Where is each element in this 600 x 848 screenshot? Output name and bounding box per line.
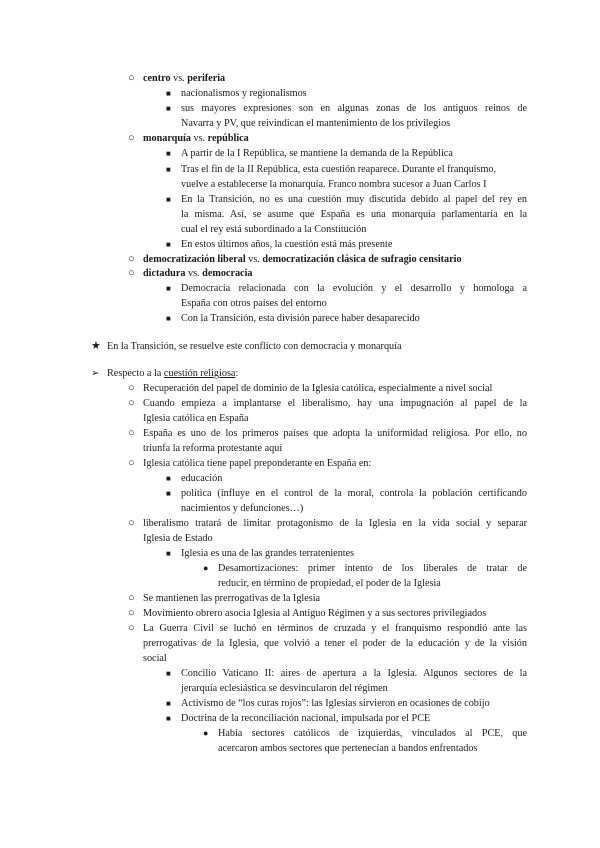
underlined-term: cuestión religiosa [163,368,236,379]
text-run: Recuperación del papel de dominio de la Iglesia católica, especialmente a nivel social [143,383,493,394]
square-bullet-icon: ■ [166,89,171,98]
circle-bullet-icon: ○ [128,622,135,634]
text-run: Iglesia de Estado [143,533,213,544]
text-run: A partir de la I República, se mantiene la demanda de la República [181,148,453,159]
outline-item [181,281,527,296]
circle-bullet-icon: ○ [128,517,135,529]
text-run: cual el rey está subordinado a la Constitución [181,224,367,235]
text-run: Movimiento obrero asocia Iglesia al Antiguo Régimen y a sus sectores privilegiados [143,608,487,619]
outline-item [181,681,388,696]
square-bullet-icon: ■ [166,165,171,174]
outline-item [181,116,450,131]
outline-item [181,237,392,252]
outline-item [143,651,167,666]
outline-item [181,101,527,116]
outline-item [181,146,453,161]
text-run: Iglesia católica en España [143,413,249,424]
circle-bullet-icon: ○ [128,132,135,144]
circle-bullet-icon: ○ [128,427,135,439]
text-run: España es uno de los primeros países que adopta la uniformidad religiosa. Por ello, no [143,428,527,439]
circle-bullet-icon: ○ [128,397,135,409]
outline-item [143,621,527,636]
outline-item [107,339,402,354]
text-run: Concilio Vaticano II: aires de apertura a la Iglesia. Algunos sectores de la [181,668,527,679]
text-run: Desamortizaciones: primer intento de los liberales de tratar de [218,563,527,574]
outline-item [181,311,420,326]
outline-item [218,726,527,741]
square-bullet-icon: ■ [166,489,171,498]
text-run: Democracia relacionada con la evolución y el desarrollo y homologa a [181,283,527,294]
bold-term: democratización liberal [143,254,246,265]
text-run: educación [181,473,223,484]
outline-item [143,531,213,546]
outline-item [181,501,303,516]
outline-item [181,711,430,726]
circle-bullet-icon: ○ [128,267,135,279]
text-run: nacimientos y defunciones…) [181,503,304,514]
outline-item [143,516,527,531]
text-run: Doctrina de la reconciliación nacional, impulsada por el PCE [181,713,431,724]
outline-item [143,636,527,651]
outline-item [218,576,441,591]
outline-item [181,222,366,237]
dot-bullet-icon: ● [203,563,209,573]
outline-item [218,561,527,576]
text-run: vs. [185,268,203,279]
square-bullet-icon: ■ [166,549,171,558]
square-bullet-icon: ■ [166,240,171,249]
outline-item [143,411,249,426]
outline-item [143,456,371,471]
text-run: Iglesia católica tiene papel preponderante en España en: [143,458,372,469]
outline-item [181,207,527,222]
text-run: Con la Transición, esta división parece haber desaparecido [181,313,420,324]
square-bullet-icon: ■ [166,149,171,158]
outline-item [143,266,253,281]
circle-bullet-icon: ○ [128,592,135,604]
circle-bullet-icon: ○ [128,382,135,394]
outline-item [143,396,527,411]
square-bullet-icon: ■ [166,699,171,708]
outline-item [181,192,527,207]
outline-item [181,666,527,681]
text-run: Había sectores católicos de izquierdas, vinculados al PCE, que [218,728,527,739]
outline-item [181,546,354,561]
star-bullet-icon: ★ [91,340,101,352]
outline-item [143,381,492,396]
square-bullet-icon: ■ [166,669,171,678]
text-run: Respecto a la [107,368,164,379]
outline-item [143,441,282,456]
circle-bullet-icon: ○ [128,607,135,619]
circle-bullet-icon: ○ [128,253,135,265]
bold-term: democracia [202,268,253,279]
text-run: Tras el fin de la II República, esta cuestión reaparece. Durante el franquismo, [181,164,497,175]
text-run: vuelve a establecerse la monarquía. Franco nombra sucesor a Juan Carlos I [181,179,487,190]
outline-item [181,296,327,311]
text-run: Se mantienen las prerrogativas de la Iglesia [143,593,321,604]
circle-bullet-icon: ○ [128,457,135,469]
outline-item [143,606,486,621]
text-run: Navarra y PV, que reivindican el mantenimiento de los privilegios [181,118,451,129]
outline-item [181,162,496,177]
text-run: vs. [245,254,263,265]
text-run: vs. [170,73,188,84]
text-run: Iglesia es una de las grandes terratenientes [181,548,355,559]
outline-item [143,131,249,146]
bold-term: democratización clásica de sufragio censitario [262,254,462,265]
outline-item [181,86,307,101]
text-run: En la Transición, se resuelve este conflicto con democracia y monarquía [107,341,402,352]
outline-item [181,486,527,501]
text-run: En estos últimos años, la cuestión está más presente [181,239,393,250]
bold-term: república [207,133,249,144]
text-run: prerrogativas de la Iglesia, que volvió a tener el poder de la educación y de la visión [143,638,527,649]
arrow-bullet-icon: ➢ [91,368,100,379]
text-run: liberalismo tratará de limitar protagonismo de la Iglesia en la vida social y separar [143,518,527,529]
text-run: social [143,653,167,664]
outline-item [143,426,527,441]
bold-term: dictadura [143,268,186,279]
text-run: jerarquía eclesiástica se desvincularon del régimen [181,683,388,694]
square-bullet-icon: ■ [166,474,171,483]
dot-bullet-icon: ● [203,728,209,738]
text-run: La Guerra Civil se luchó en términos de cruzada y el franquismo respondió ante las [143,623,527,634]
outline-item [181,177,487,192]
text-run: triunfa la reforma protestante aquí [143,443,283,454]
square-bullet-icon: ■ [166,714,171,723]
text-run: reducir, en término de propiedad, el poder de la Iglesia [218,578,441,589]
bold-term: centro [143,73,171,84]
text-run: En la Transición, no es una cuestión muy discutida debido al papel del rey en [181,194,527,205]
text-run: vs. [190,133,208,144]
circle-bullet-icon: ○ [128,72,135,84]
text-run: la misma. Así, se asume que España es una monarquía parlamentaria en la [181,209,527,220]
square-bullet-icon: ■ [166,314,171,323]
text-run: Cuando empieza a implantarse el liberalismo, hay una impugnación al papel de la [143,398,527,409]
square-bullet-icon: ■ [166,195,171,204]
outline-item [218,741,477,756]
bold-term: monarquía [143,133,191,144]
bold-term: periferia [187,73,226,84]
outline-item [181,471,222,486]
text-run: acercaron ambos sectores que pertenecían a bandos enfrentados [218,743,478,754]
text-run: nacionalismos y regionalismos [181,88,307,99]
square-bullet-icon: ■ [166,104,171,113]
outline-item [143,591,320,606]
outline-item [143,252,462,267]
outline-item [107,366,238,381]
text-run: Activismo de “los curas rojos”: las Iglesias sirvieron en ocasiones de cobijo [181,698,490,709]
square-bullet-icon: ■ [166,284,171,293]
text-run: España con otros países del entorno [181,298,327,309]
text-run: : [235,368,239,379]
outline-item [181,696,490,711]
text-run: política (influye en el control de la moral, controla la población certificando [181,488,527,499]
outline-item [143,71,225,86]
text-run: sus mayores expresiones son en algunas zonas de los antiguos reinos de [181,103,527,114]
